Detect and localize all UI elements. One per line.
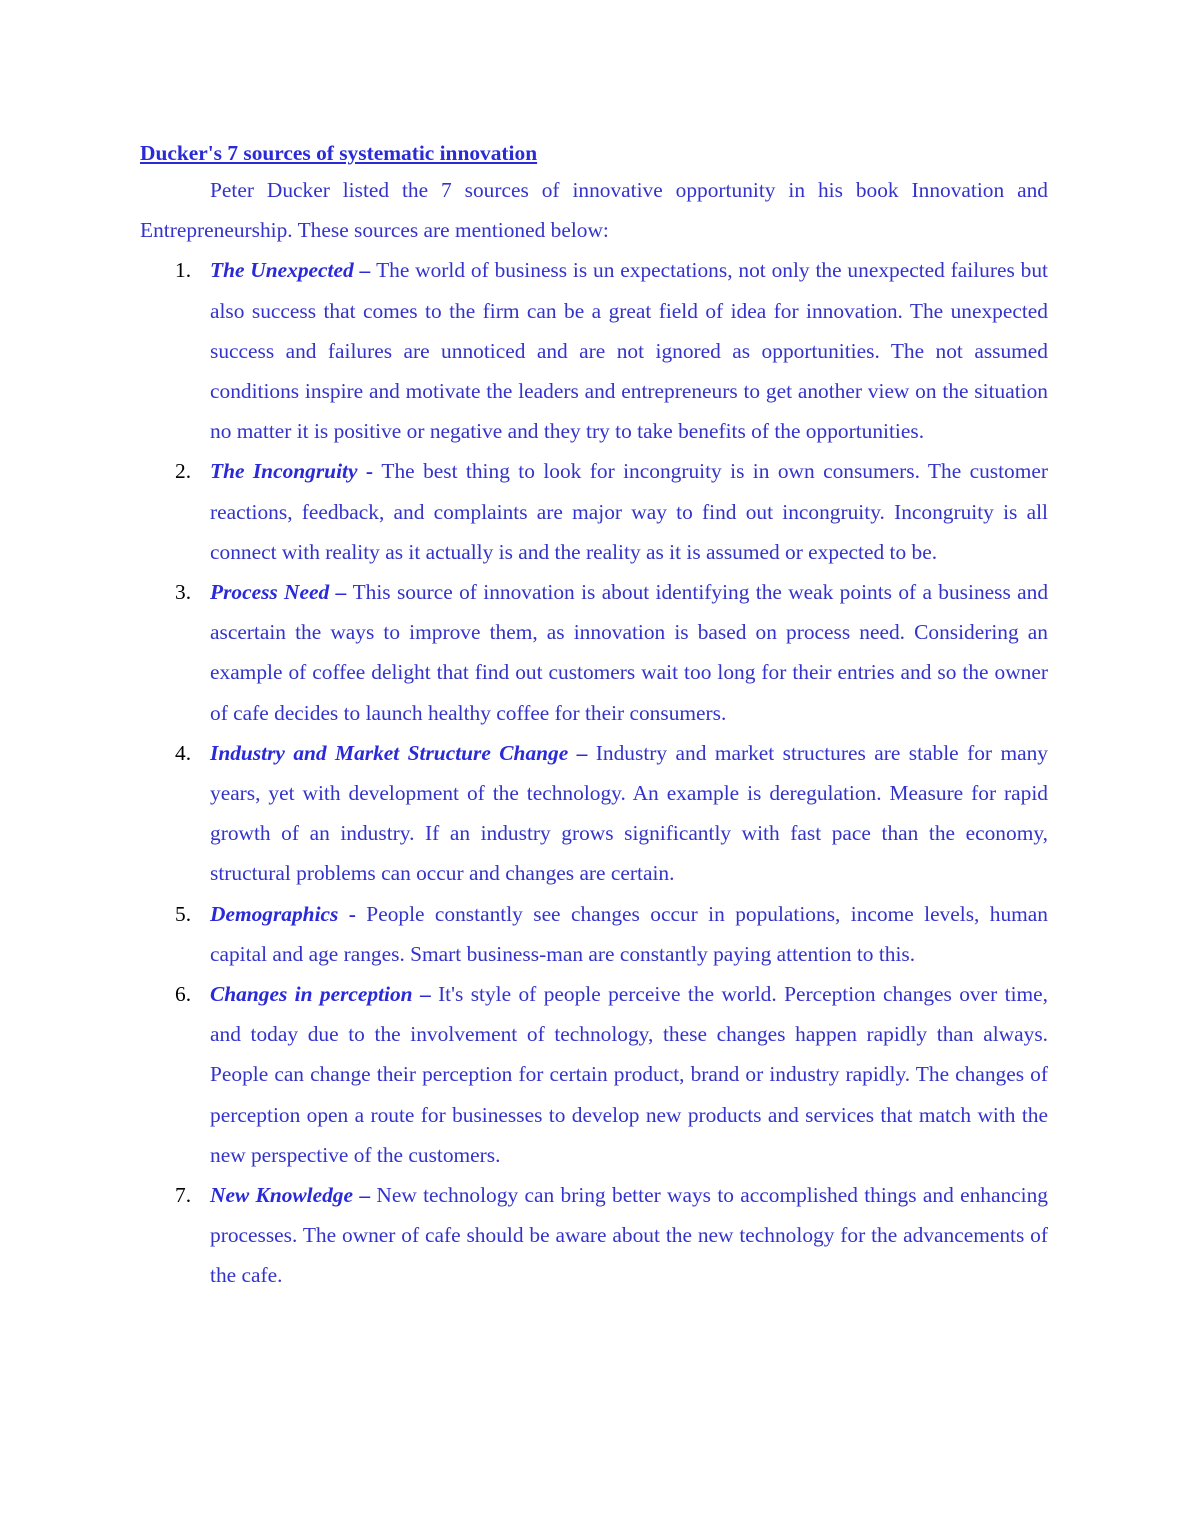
list-term: Process Need (210, 580, 330, 605)
list-term: The Incongruity (210, 459, 358, 484)
list-item (140, 974, 1048, 1175)
list-item (140, 250, 1048, 451)
sources-list (140, 250, 1048, 1295)
list-text: It's style of people perceive the world. Perception changes over time, and today due to the involvement of technology, these changes happen rapidly than always. People can change their perception for certain product, brand or industry rapidly. The changes of perception open a route for businesses to develop new products and services that match with the new perspective of the customers. (210, 982, 1049, 1167)
list-separator: – (412, 982, 439, 1007)
list-item (140, 572, 1048, 733)
list-text: This source of innovation is about identifying the weak points of a business and ascertain the ways to improve them, as innovation is based on process need. Considering an example of coffee delight that find out customers wait too long for their entries and so the owner of cafe decides to launch healthy coffee for their consumers. (210, 580, 1049, 725)
list-text: New technology can bring better ways to accomplished things and enhancing processes. The owner of cafe should be aware about the new technology for the advancements of the cafe. (210, 1183, 1048, 1288)
list-text: People constantly see changes occur in populations, income levels, human capital and age ranges. Smart business-man are constantly paying attention to this. (210, 901, 1048, 966)
list-separator: – (353, 258, 377, 283)
list-number: 3. (175, 580, 192, 605)
list-number: 1. (175, 258, 192, 283)
document-title: Ducker's 7 sources of systematic innovation (140, 141, 538, 165)
list-number: 7. (175, 1183, 192, 1208)
list-term: Demographics (210, 901, 339, 926)
list-number: 6. (175, 982, 192, 1007)
list-text: Industry and market structures are stable for many years, yet with development of the technology. An example is deregulation. Measure for rapid growth of an industry. If an industry grows significantly with fast pace than the economy, structural problems can occur and changes are certain. (210, 740, 1049, 886)
list-separator: – (329, 580, 353, 605)
list-number: 2. (175, 459, 192, 484)
intro-paragraph: Peter Ducker listed the 7 sources of innovative opportunity in his book Innovation and Entrepreneurship. These sources are mentioned below: (140, 178, 1048, 243)
list-number: 5. (175, 901, 192, 926)
list-separator: – (353, 1183, 377, 1208)
list-number: 4. (175, 740, 192, 765)
list-separator: - (338, 901, 367, 926)
list-item (140, 451, 1048, 572)
list-term: The Unexpected (210, 258, 354, 283)
list-text: The world of business is un expectations, not only the unexpected failures but also success that comes to the firm can be a great field of idea for innovation. The unexpected success and failures are unnoticed and are not ignored as opportunities. The not assumed conditions inspire and motivate the leaders and entrepreneurs to get another view on the situation no matter it is positive or negative and they try to take benefits of the opportunities. (210, 258, 1049, 444)
list-term: Changes in perception (210, 982, 413, 1007)
list-term: New Knowledge (210, 1183, 353, 1208)
list-item (140, 733, 1048, 894)
list-text: The best thing to look for incongruity is in own consumers. The customer reactions, feedback, and complaints are major way to find out incongruity. Incongruity is all connect with reality as it actually is and the reality as it is assumed or expected to be. (210, 459, 1048, 564)
document-page (140, 138, 1048, 1296)
list-separator: – (568, 740, 596, 765)
list-term: Industry and Market Structure Change (210, 740, 569, 765)
list-item (140, 894, 1048, 974)
list-item (140, 1175, 1048, 1296)
list-separator: - (357, 459, 382, 484)
